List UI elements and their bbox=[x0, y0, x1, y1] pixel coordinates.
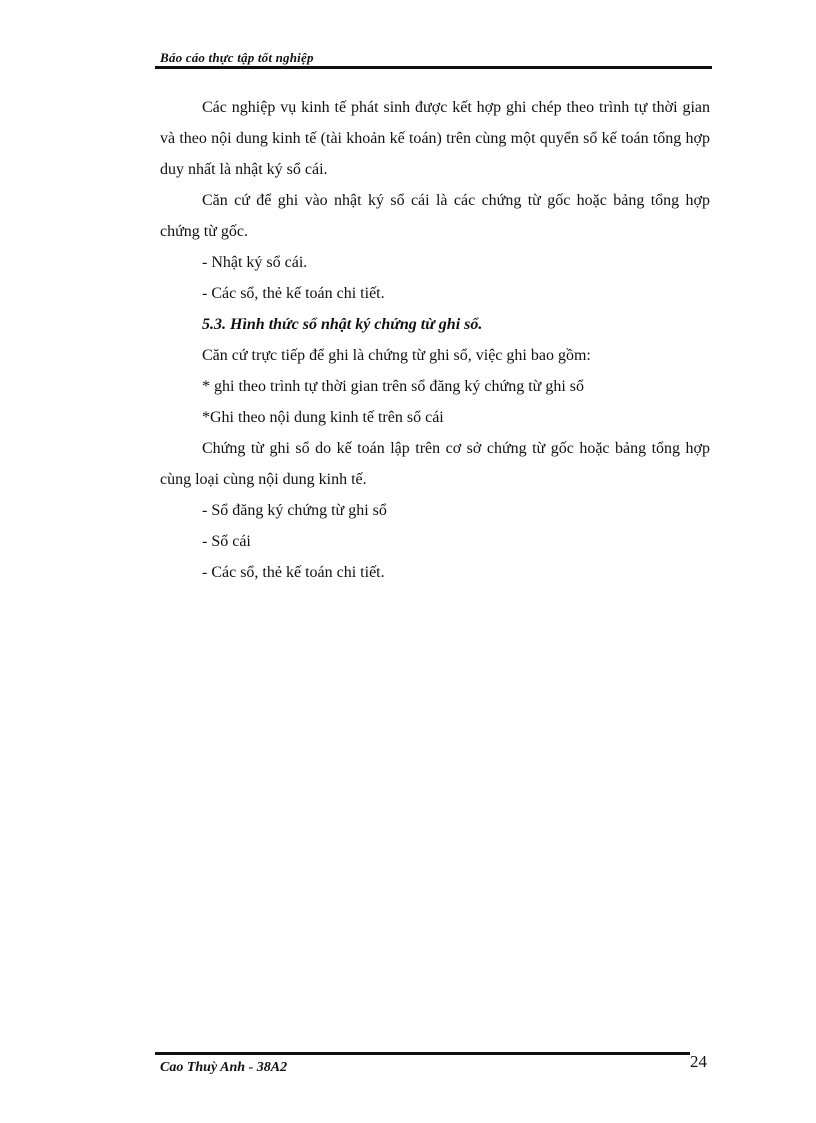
list-item-detail-books-2: - Các sổ, thẻ kế toán chi tiết. bbox=[202, 564, 385, 581]
footer-rule bbox=[155, 1052, 690, 1055]
paragraph-voucher-prep: Chứng từ ghi sổ do kế toán lập trên cơ sở chứng từ gốc hoặc bảng tổng hợp cùng loại cùng nội dung kinh tế. bbox=[160, 440, 710, 488]
paragraph-ledger-description: Các nghiệp vụ kinh tế phát sinh được kết hợp ghi chép theo trình tự thời gian và theo nội dung kinh tế (tài khoản kế toán) trên cùng một quyển sổ kế toán tổng hợp duy nhất là nhật ký sổ cái. bbox=[160, 99, 710, 178]
bullet-by-content: *Ghi theo nội dung kinh tế trên sổ cái bbox=[202, 409, 444, 426]
header-rule bbox=[155, 66, 712, 69]
page-number: 24 bbox=[690, 1052, 707, 1071]
list-item-journal-ledger: - Nhật ký sổ cái. bbox=[202, 254, 308, 271]
paragraph-direct-basis: Căn cứ trực tiếp để ghi là chứng từ ghi sổ, việc ghi bao gồm: bbox=[202, 347, 591, 364]
list-item-register: - Sổ đăng ký chứng từ ghi sổ bbox=[202, 502, 387, 519]
section-heading: 5.3. Hình thức sổ nhật ký chứng từ ghi sổ. bbox=[202, 316, 483, 333]
header-title: Báo cáo thực tập tốt nghiệp bbox=[160, 50, 314, 65]
list-item-detail-books: - Các sổ, thẻ kế toán chi tiết. bbox=[202, 285, 385, 302]
page-body bbox=[160, 92, 710, 588]
footer-author: Cao Thuỳ Anh - 38A2 bbox=[160, 1060, 288, 1075]
list-item-ledger: - Sổ cái bbox=[202, 533, 251, 550]
paragraph-ledger-basis: Căn cứ để ghi vào nhật ký sổ cái là các chứng từ gốc hoặc bảng tổng hợp chứng từ gốc. bbox=[160, 192, 710, 240]
bullet-chronological: * ghi theo trình tự thời gian trên sổ đăng ký chứng từ ghi sổ bbox=[202, 378, 584, 395]
